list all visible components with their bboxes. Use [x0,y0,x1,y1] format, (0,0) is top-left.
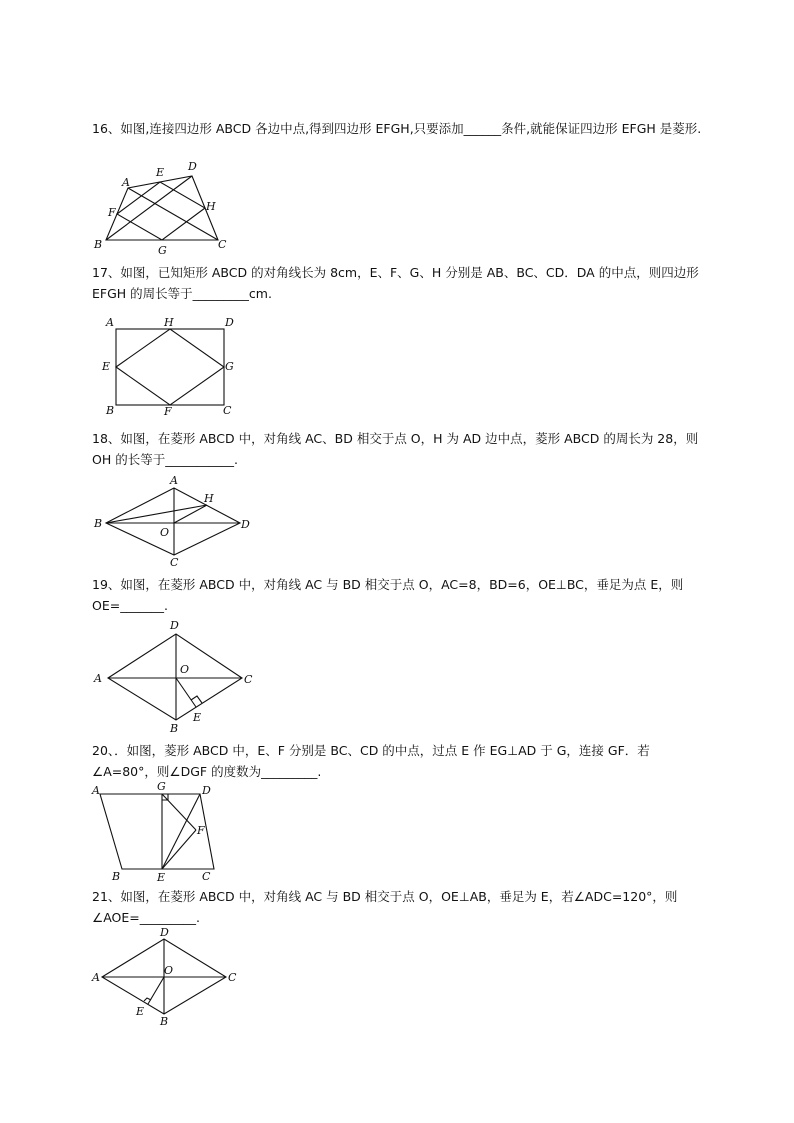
label-c: C [218,238,227,251]
rhombus-abcd [108,634,242,720]
segment-bh [106,505,207,523]
rhombus-abcd [106,488,240,555]
label-o: O [180,663,190,676]
label-d: D [202,784,211,797]
question-19-text: 19、如图，在菱形 ABCD 中，对角线 AC 与 BD 相交于点 O，AC=8，BD=6，OE⊥BC，垂足为点 E，则 OE=_______. [92,577,684,613]
question-16-text: 16、如图,连接四边形 ABCD 各边中点,得到四边形 EFGH,只要添加______条件,就能保证四边形 EFGH 是菱形. [92,121,702,136]
label-e: E [136,1005,145,1018]
label-d: D [225,316,234,329]
label-c: C [170,556,179,569]
label-g: G [158,244,167,257]
label-b: B [94,238,103,251]
question-21-figure [92,926,252,1032]
quad-efgh [116,329,224,405]
label-a: A [92,784,100,797]
label-e: E [157,871,166,884]
label-b: B [94,517,103,530]
label-d: D [170,619,179,632]
label-h: H [164,316,174,329]
label-f: F [197,824,205,837]
label-a: A [106,316,114,329]
question-18-text: 18、如图，在菱形 ABCD 中，对角线 AC、BD 相交于点 O，H 为 AD 边中点，菱形 ABCD 的周长为 28，则 OH 的长等于___________. [92,431,699,467]
label-g: G [157,780,166,793]
label-d: D [188,160,197,173]
label-d: D [241,518,250,531]
label-h: H [206,200,216,213]
diagonal-bd [106,176,192,240]
segment-oe [176,678,196,707]
label-b: B [112,870,121,883]
label-b: B [160,1015,169,1028]
label-b: B [170,722,179,735]
label-c: C [244,673,253,686]
label-a: A [170,474,178,487]
quad-efgh [117,182,205,240]
label-o: O [160,526,170,539]
label-f: F [108,206,116,219]
label-c: C [202,870,211,883]
question-16-figure [92,160,242,256]
question-19-figure [92,616,262,734]
label-o: O [164,964,174,977]
label-c: C [223,404,232,417]
label-g: G [225,360,234,373]
label-e: E [193,711,202,724]
label-d: D [160,926,169,939]
label-a: A [92,971,100,984]
label-h: H [204,492,214,505]
label-a: A [94,672,102,685]
label-f: F [164,405,172,418]
label-c: C [228,971,237,984]
question-20-text: 20、．如图，菱形 ABCD 中，E、F 分别是 BC、CD 的中点，过点 E 作 EG⊥AD 于 G，连接 GF．若∠A=80°，则∠DGF 的度数为_________. [92,743,650,779]
label-b: B [106,404,115,417]
label-e: E [156,166,165,179]
question-18-figure [92,472,252,572]
label-a: A [122,176,130,189]
question-21-text: 21、如图，在菱形 ABCD 中，对角线 AC 与 BD 相交于点 O，OE⊥AB，垂足为 E，若∠ADC=120°，则∠AOE=_________. [92,889,678,925]
question-17-text: 17、如图，已知矩形 ABCD 的对角线长为 8cm，E、F、G、H 分别是 AB、BC、CD．DA 的中点，则四边形 EFGH 的周长等于_________cm. [92,265,699,301]
question-20-figure [92,780,232,886]
question-17-figure [100,312,240,418]
rectangle-abcd [116,329,224,405]
label-e: E [102,360,111,373]
